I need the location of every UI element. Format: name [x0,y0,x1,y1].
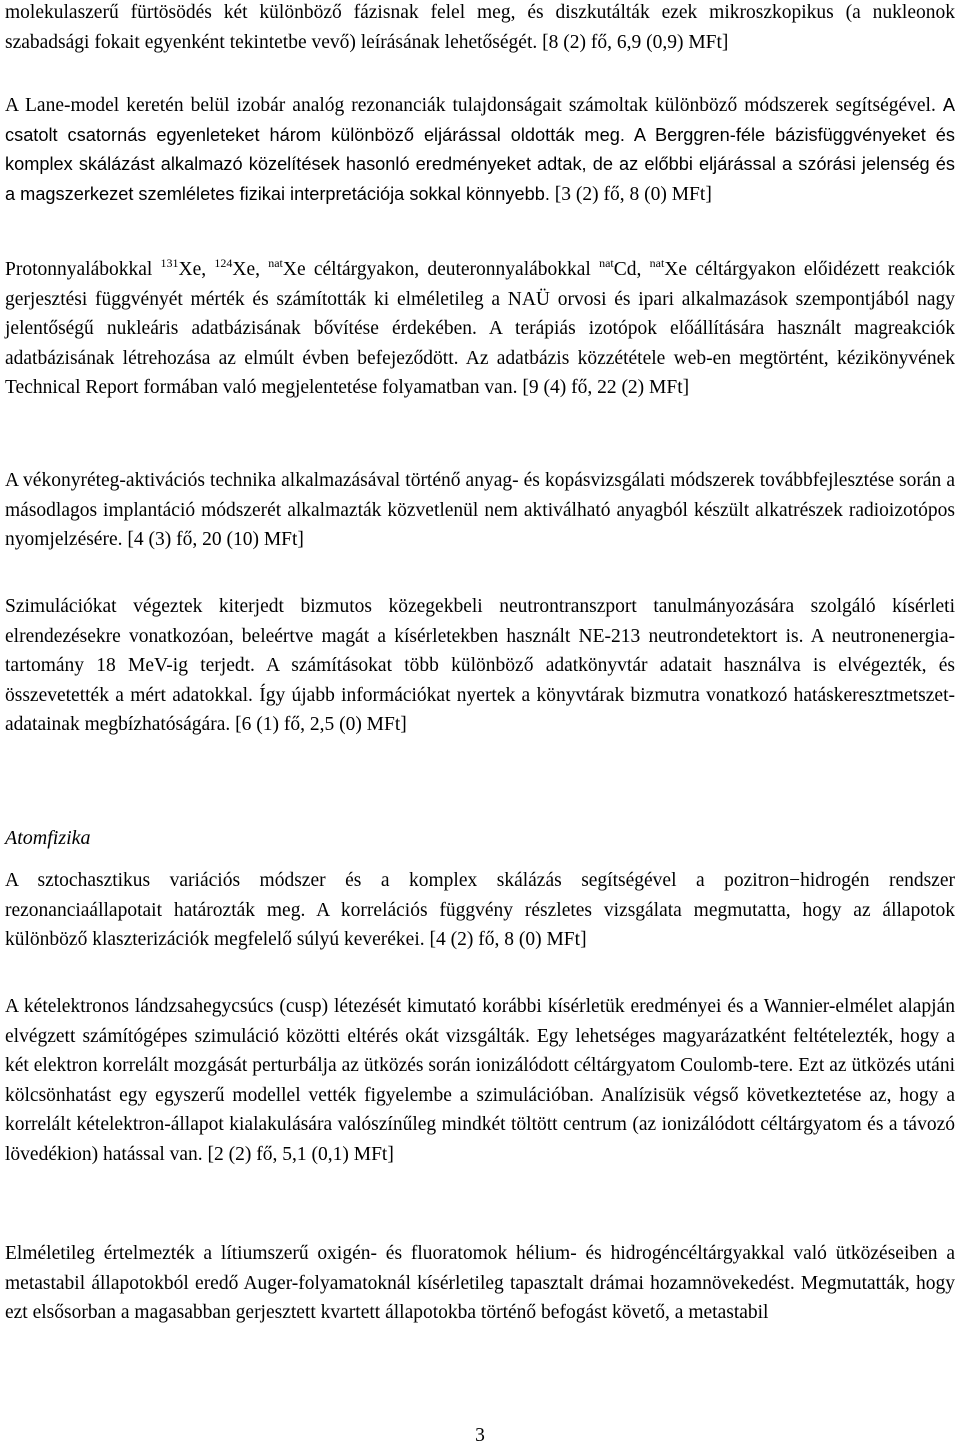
isotope-nat-superscript: nat [599,256,614,270]
paragraph-proton-beams [5,255,955,403]
paragraph-text-sans: A csatolt csatornás egyenleteket három különböző eljárással oldották meg. A Berggren-féle bázisfüggvényeket és komplex skálázást alkalmazó közelítések hasonló eredményeket adtak, de az előbbi eljárással a szórási jelenség és a magszerkezet szemléletes fizikai interpretációja sokkal könnyebb. [5,95,955,204]
paragraph-text: Xe, [232,259,269,280]
paragraph-text: A kételektronos lándzsahegycsúcs (cusp) létezését kimutató korábbi kísérletük eredményei és a Wannier-elmélet alapján elvégzett számítógépes szimuláció közötti eltérés okát vizsgálták. Egy lehetséges magyarázatként feltételezték, hogy a két elektron korrelált mozgását perturbálja az ütközés során ionizálódott céltárgyatom Coulomb-tere. Ezt az ütközés utáni kölcsönhatást egy egyszerű modellel vették figyelembe a szimulációban. Analízisük végső következtetése az, hogy a korrelált kételektron-állapot kialakulására valószínűleg mindkét töltött centrum (az ionizálódott céltárgyatom és a távozó lövedékion) hatással van. [2 (2) fő, 5,1 (0,1) MFt] [5,996,955,1165]
paragraph-text: Cd, [613,259,650,280]
paragraph-text: Elméletileg értelmezték a lítiumszerű oxigén- és fluoratomok hélium- és hidrogéncéltárgyakkal való ütközéseiben a metastabil állapotokból eredő Auger-folyamatoknál kísérletileg tapasztalt drámai hozamnövekedést. Megmutatták, hogy ezt elsősorban a magasabban gerjesztett kvartett állapotokba történő befogást követő, a metastabil [5,1243,955,1324]
isotope-mass-superscript: 131 [160,256,179,270]
section-heading-atomfizika: Atomfizika [5,827,91,849]
paragraph-text: Protonnyalábokkal [5,259,161,280]
paragraph-lane-model [5,91,955,209]
paragraph-electron-cusp [5,992,955,1170]
isotope-nat-superscript: nat [268,256,283,270]
paragraph-neutron-transport [5,592,955,740]
isotope-nat-superscript: nat [649,256,665,270]
paragraph-citation: [3 (2) fő, 8 (0) MFt] [549,183,712,205]
page-number: 3 [475,1425,485,1446]
paragraph-text: Xe céltárgyakon, deuteronnyalábokkal [282,259,600,280]
isotope-mass-superscript: 124 [214,256,233,270]
paragraph-positron-hydrogen [5,866,955,955]
paragraph-text: Xe céltárgyakon előidézett reakciók gerjesztési függvényét mérték és számították ki elméletileg a NAÜ orvosi és ipari alkalmazások szempontjából nagy jelentőségű nukleáris adatbázisának bővítése érdekében. A terápiás izotópok előállítására használt magreakciók adatbázisának létrehozása az elmúlt évben befejeződött. Az adatbázis közzététele web-en megtörtént, kézikönyvének Technical Report formában való megjelentetése folyamatban van. [9 (4) fő, 22 (2) MFt] [5,259,955,399]
paragraph-text: Szimulációkat végeztek kiterjedt bizmutos közegekbeli neutrontranszport tanulmányozására szolgáló kísérleti elrendezésekre vonatkozóan, beleértve magát a kísérletekben használt NE-213 neutrondetektort is. A neutronenergia-tartomány 18 MeV-ig terjedt. A számításokat több különböző adatkönyvtár adatait használva is elvégezték, és összevetették a mért adatokkal. Így újabb információkat nyertek a könyvtárak bizmutra vonatkozó hatáskeresztmetszet-adatainak megbízhatóságára. [6 (1) fő, 2,5 (0) MFt] [5,596,955,736]
paragraph-text: molekulaszerű fürtösödés két különböző fázisnak felel meg, és diszkutálták ezek mikroszkopikus (a nukleonok szabadsági fokait egyenként tekintetbe vevő) leírásának lehetőségét. [8 (2) fő, 6,9 (0,9) MFt] [5,2,955,53]
paragraph-lithium-like-ions [5,1239,955,1328]
paragraph-text: A sztochasztikus variációs módszer és a komplex skálázás segítségével a pozitron−hidrogén rendszer rezonanciaállapotait határozták meg. A korrelációs függvény részletes vizsgálata megmutatta, hogy az állapotok különböző klaszterizációk megfelelő súlyú keverékei. [4 (2) fő, 8 (0) MFt] [5,870,955,951]
paragraph-text: A Lane-model keretén belül izobár analóg rezonanciák tulajdonságait számoltak különböző módszerek segítségével. [5,95,943,116]
paragraph-cluster-description [5,0,955,57]
paragraph-text: Xe, [178,259,215,280]
paragraph-thin-layer-activation [5,466,955,555]
paragraph-text: A vékonyréteg-aktivációs technika alkalmazásával történő anyag- és kopásvizsgálati módszerek továbbfejlesztése során a másodlagos implantáció módszerét alkalmazták közvetlenül nem aktiválható anyagból készült alkatrészek radioizotópos nyomjelzésére. [4 (3) fő, 20 (10) MFt] [5,470,955,551]
